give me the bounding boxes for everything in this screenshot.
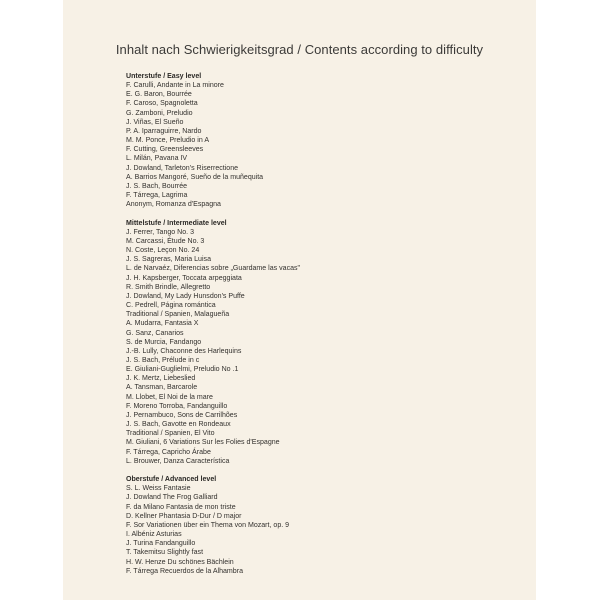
section-heading: Oberstufe / Advanced level	[126, 476, 217, 484]
contents-entry: M. Llobet, El Noi de la mare	[126, 393, 213, 401]
contents-entry: Anonym, Romanza d'Espagna	[126, 201, 221, 209]
contents-entry: S. L. Weiss Fantasie	[126, 485, 191, 493]
contents-entry: F. Carulli, Andante in La minore	[126, 82, 224, 90]
contents-entry: F. Cutting, Greensleeves	[126, 146, 204, 154]
contents-entry: P. A. Iparraguirre, Nardo	[126, 127, 202, 135]
contents-entry: F. Sor Variationen über ein Thema von Mozart, op. 9	[126, 521, 290, 529]
contents-entry: J. S. Sagreras, Maria Luisa	[126, 256, 211, 264]
contents-entry: F. Moreno Torroba, Fandanguillo	[126, 402, 228, 410]
contents-entry: J. Pernambuco, Sons de Carrilhões	[126, 411, 238, 419]
contents-entry: A. Mudarra, Fantasia X	[126, 320, 199, 328]
contents-entry: M. M. Ponce, Preludio in A	[126, 137, 210, 145]
document-page	[63, 0, 536, 600]
contents-entry: M. Carcassi, Étude No. 3	[126, 237, 205, 245]
contents-entry: E. Giuliani-Guglielmi, Preludio No .1	[126, 366, 239, 374]
contents-entry: J. Dowland The Frog Galliard	[126, 494, 218, 502]
contents-entry: F. Tárrega, Lagrima	[126, 192, 188, 200]
contents-entry: I. Albéniz Asturias	[126, 531, 182, 539]
entry-list	[126, 484, 300, 576]
contents-entry: N. Coste, Leçon No. 24	[126, 247, 200, 255]
contents-entry: R. Smith Brindle, Allegretto	[126, 283, 211, 291]
entry-list	[126, 228, 300, 466]
contents-entry: M. Giuliani, 6 Variations Sur les Folies d'Espagne	[126, 439, 280, 447]
contents-entry: J.-B. Lully, Chaconne des Harlequins	[126, 347, 242, 355]
contents-entry: L. Milán, Pavana IV	[126, 155, 188, 163]
contents-entry: T. Takemitsu Slightly fast	[126, 549, 204, 557]
contents-entry: J. Viñas, El Sueño	[126, 118, 184, 126]
contents-entry: D. Kellner Phantasia D-Dur / D major	[126, 512, 242, 520]
contents-entry: J. Dowland, Tarleton's Riserrectione	[126, 164, 239, 172]
contents-entry: L. Brouwer, Danza Característica	[126, 457, 230, 465]
contents-entry: F. Tárrega, Capricho Árabe	[126, 448, 211, 456]
contents-entry: J. Turina Fandanguillo	[126, 540, 196, 548]
contents-entry: J. H. Kapsberger, Toccata arpeggiata	[126, 274, 242, 282]
page-title: Inhalt nach Schwierigkeitsgrad / Contents according to difficulty	[115, 42, 484, 57]
contents-entry: A. Tansman, Barcarole	[126, 384, 198, 392]
contents-entry: G. Zamboni, Preludio	[126, 109, 193, 117]
contents-entry: S. de Murcia, Fandango	[126, 338, 202, 346]
contents-entry: F. Caroso, Spagnoletta	[126, 100, 198, 108]
contents-entry: F. da Milano Fantasia de mon triste	[126, 503, 236, 511]
contents-entry: C. Pedrell, Página romántica	[126, 302, 216, 310]
section-advanced	[126, 475, 300, 576]
contents-entry: J. S. Bach, Gavotte en Rondeaux	[126, 421, 231, 429]
contents-entry: G. Sanz, Canarios	[126, 329, 184, 337]
contents-entry: J. S. Bach, Bourrée	[126, 182, 188, 190]
contents-entry: J. Dowland, My Lady Hunsdon's Puffe	[126, 292, 245, 300]
contents-entry: J. Ferrer, Tango No. 3	[126, 228, 195, 236]
section-easy	[126, 72, 300, 209]
contents-entry: L. de Narvaéz, Diferencias sobre „Guardame las vacas"	[126, 265, 301, 273]
section-heading: Unterstufe / Easy level	[126, 73, 202, 80]
contents-entry: F. Tárrega Recuerdos de la Alhambra	[126, 567, 243, 575]
contents-entry: A. Barrios Mangoré, Sueño de la muñequita	[126, 173, 264, 181]
contents-list	[126, 72, 300, 576]
contents-entry: H. W. Henze Du schönes Bächlein	[126, 558, 234, 566]
section-heading: Mittelstufe / Intermediate level	[126, 219, 227, 227]
entry-list	[126, 81, 300, 209]
contents-entry: Traditional / Spanien, El Vito	[126, 430, 215, 438]
contents-entry: Traditional / Spanien, Malagueña	[126, 311, 230, 319]
contents-entry: E. G. Baron, Bourrée	[126, 91, 192, 99]
contents-entry: J. K. Mertz, Liebeslied	[126, 375, 196, 383]
contents-entry: J. S. Bach, Prélude in c	[126, 356, 200, 364]
section-intermediate	[126, 219, 300, 466]
